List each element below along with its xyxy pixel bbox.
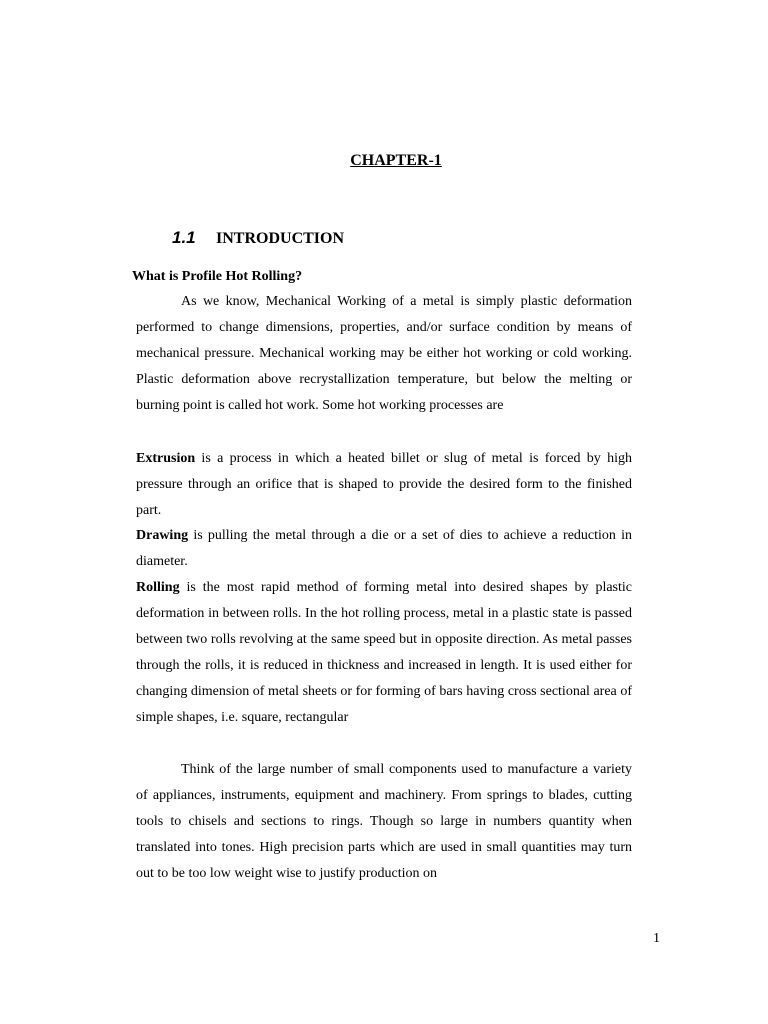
chapter-title: CHAPTER-1 <box>350 152 442 169</box>
section-heading <box>172 228 344 248</box>
think-paragraph: Think of the large number of small components used to manufacture a variety of appliances, instruments, equipment and machinery. From springs to blades, cutting tools to chisels and sections to rings. Though so large in numbers quantity when translated into tones. High precision parts which are used in small quantities may turn out to be too low weight wise to justify production on <box>136 762 632 881</box>
page-number: 1 <box>653 931 660 946</box>
rolling-term: Rolling <box>136 580 180 595</box>
extrusion-term: Extrusion <box>136 451 196 466</box>
question-heading: What is Profile Hot Rolling? <box>132 269 303 284</box>
extrusion-paragraph <box>136 446 632 524</box>
drawing-term: Drawing <box>136 528 189 543</box>
intro-paragraph: As we know, Mechanical Working of a metal is simply plastic deformation performed to change dimensions, properties, and/or surface condition by means of mechanical pressure. Mechanical working may be either hot working or cold working. Plastic deformation above recrystallization temperature, but below the melting or burning point is called hot work. Some hot working processes are <box>136 294 632 413</box>
drawing-paragraph <box>136 523 632 575</box>
extrusion-text: is a process in which a heated billet or slug of metal is forced by high pressure through an orifice that is shaped to provide the desired form to the finished part. <box>136 451 632 518</box>
rolling-text: is the most rapid method of forming metal into desired shapes by plastic deformation in between rolls. In the hot rolling process, metal in a plastic state is passed between two rolls revolving at the same speed but in opposite direction. As metal passes through the rolls, it is reduced in thickness and increased in length. It is used either for changing dimension of metal sheets or for forming of bars having cross sectional area of simple shapes, i.e. square, rectangular <box>136 580 632 725</box>
section-title: INTRODUCTION <box>216 230 345 247</box>
drawing-text: is pulling the metal through a die or a set of dies to achieve a reduction in diameter. <box>136 528 632 569</box>
section-number: 1.1 <box>172 228 196 247</box>
rolling-paragraph <box>136 575 632 731</box>
